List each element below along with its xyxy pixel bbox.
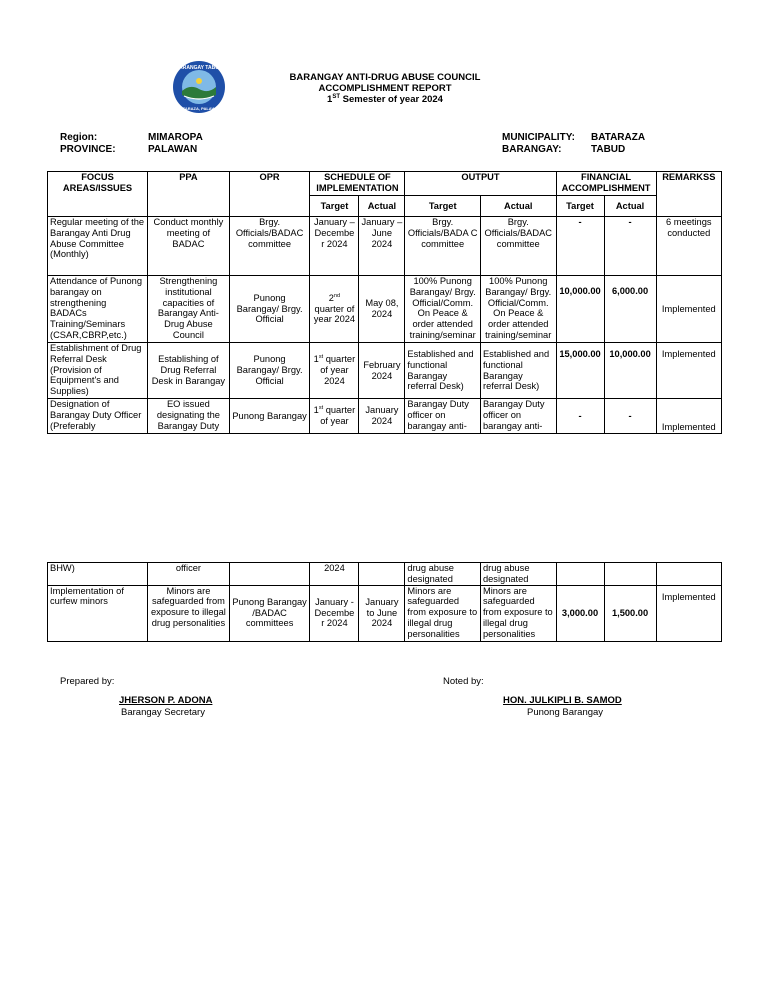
report-title: ACCOMPLISHMENT REPORT: [318, 83, 452, 94]
output-actual-header: Actual: [480, 196, 556, 217]
remarks-cell: Implemented: [656, 276, 721, 343]
fin-target-cell: 15,000.00: [556, 343, 604, 399]
col-financial-header: FINANCIAL ACCOMPLISHMENT: [556, 172, 656, 196]
fin-actual-header: Actual: [604, 196, 656, 217]
prepared-by-title: Barangay Secretary: [121, 707, 205, 718]
fin-target-cell: -: [556, 399, 604, 434]
remarks-cell: Implemented: [656, 399, 721, 434]
out-target-cell: 100% Punong Barangay/ Brgy. Official/Comm. On Peace & order attended training/seminar: [405, 276, 481, 343]
barangay-value: TABUD: [591, 144, 626, 155]
fin-actual-cell: 6,000.00: [604, 276, 656, 343]
sched-actual-cell: January 2024: [359, 399, 405, 434]
focus-cell: Establishment of Drug Referral Desk (Provision of Equipment's and Supplies): [48, 343, 148, 399]
municipality-label: MUNICIPALITY:: [502, 132, 575, 143]
remarks-cell: Implemented: [656, 343, 721, 399]
out-actual-cell: Established and functional Barangay referral Desk): [480, 343, 556, 399]
noted-by-label: Noted by:: [443, 676, 484, 687]
table-row: [48, 585, 722, 641]
col-output-header: OUTPUT: [405, 172, 556, 196]
table-row: [48, 217, 722, 276]
focus-cell: Designation of Barangay Duty Officer (Preferably: [48, 399, 148, 434]
semester-title: 1ST Semester of year 2024: [327, 93, 443, 105]
province-value: PALAWAN: [148, 144, 198, 155]
report-title-block: [240, 72, 530, 105]
noted-by-title: Punong Barangay: [527, 707, 604, 718]
out-actual-cell: Brgy. Officials/BADAC committee: [480, 217, 556, 276]
out-actual-cell: drug abuse designated: [480, 563, 556, 586]
col-ppa-header: PPA: [148, 172, 230, 217]
barangay-seal-logo: [172, 60, 226, 114]
table-row: [48, 276, 722, 343]
noted-by-name: HON. JULKIPLI B. SAMOD: [503, 695, 622, 706]
fin-target-cell: -: [556, 217, 604, 276]
remarks-cell: Implemented: [656, 585, 721, 641]
municipality-value: BATARAZA: [591, 132, 646, 143]
fin-target-cell: [556, 563, 604, 586]
col-focus-header: FOCUS AREAS/ISSUES: [48, 172, 148, 217]
sched-target-cell: 1st quarter of year 2024: [310, 343, 359, 399]
focus-cell: BHW): [48, 563, 148, 586]
region-label: Region:: [60, 132, 98, 143]
council-title: BARANGAY ANTI-DRUG ABUSE COUNCIL: [289, 72, 481, 83]
remarks-cell: 6 meetings conducted: [656, 217, 721, 276]
ppa-cell: Establishing of Drug Referral Desk in Barangay: [148, 343, 230, 399]
fin-actual-cell: -: [604, 399, 656, 434]
province-label: PROVINCE:: [60, 144, 116, 155]
focus-cell: Regular meeting of the Barangay Anti Drug Abuse Committee (Monthly): [48, 217, 148, 276]
focus-cell: Implementation of curfew minors: [48, 585, 148, 641]
sched-target-cell: January – Decembe r 2024: [310, 217, 359, 276]
out-target-cell: drug abuse designated: [405, 563, 481, 586]
fin-target-cell: 10,000.00: [556, 276, 604, 343]
prepared-by-label: Prepared by:: [60, 676, 115, 687]
ppa-cell: Minors are safeguarded from exposure to illegal drug personalities: [148, 585, 230, 641]
table-row: [48, 563, 722, 586]
sched-actual-cell: [359, 563, 405, 586]
sched-actual-cell: February 2024: [359, 343, 405, 399]
ppa-cell: EO issued designating the Barangay Duty: [148, 399, 230, 434]
out-target-cell: Brgy. Officials/BADA C committee: [405, 217, 481, 276]
col-remarks-header: REMARKSS: [656, 172, 721, 217]
fin-actual-cell: 1,500.00: [604, 585, 656, 641]
output-target-header: Target: [405, 196, 481, 217]
accomplishment-table: [47, 171, 722, 434]
sched-actual-header: Actual: [359, 196, 405, 217]
sched-target-header: Target: [310, 196, 359, 217]
fin-actual-cell: 10,000.00: [604, 343, 656, 399]
fin-target-header: Target: [556, 196, 604, 217]
ppa-cell: Conduct monthly meeting of BADAC: [148, 217, 230, 276]
out-actual-cell: 100% Punong Barangay/ Brgy. Official/Comm. On Peace & order attended training/seminar: [480, 276, 556, 343]
opr-cell: Punong Barangay/ Brgy. Official: [229, 276, 310, 343]
table-row: [48, 343, 722, 399]
region-value: MIMAROPA: [148, 132, 203, 143]
fin-actual-cell: -: [604, 217, 656, 276]
barangay-label: BARANGAY:: [502, 144, 562, 155]
sched-target-cell: 2024: [310, 563, 359, 586]
out-target-cell: Minors are safeguarded from exposure to illegal drug personalities: [405, 585, 481, 641]
opr-cell: [229, 563, 310, 586]
sched-actual-cell: May 08, 2024: [359, 276, 405, 343]
ppa-cell: officer: [148, 563, 230, 586]
ppa-cell: Strengthening institutional capacities of Barangay Anti-Drug Abuse Council: [148, 276, 230, 343]
sched-target-cell: January - Decembe r 2024: [310, 585, 359, 641]
col-opr-header: OPR: [229, 172, 310, 217]
svg-text:BATARAZA, PALAWAN: BATARAZA, PALAWAN: [177, 106, 221, 111]
fin-target-cell: 3,000.00: [556, 585, 604, 641]
out-target-cell: Established and functional Barangay referral Desk): [405, 343, 481, 399]
focus-cell: Attendance of Punong barangay on strengthening BADACs Training/Seminars (CSAR,CBRP,etc.): [48, 276, 148, 343]
out-actual-cell: Minors are safeguarded from exposure to illegal drug personalities: [480, 585, 556, 641]
opr-cell: Punong Barangay /BADAC committees: [229, 585, 310, 641]
opr-cell: Punong Barangay: [229, 399, 310, 434]
accomplishment-table-continued: [47, 562, 722, 642]
svg-text:BARANGAY TABUD: BARANGAY TABUD: [175, 65, 223, 71]
sched-actual-cell: January – June 2024: [359, 217, 405, 276]
remarks-cell: [656, 563, 721, 586]
table-row: [48, 399, 722, 434]
out-target-cell: Barangay Duty officer on barangay anti-: [405, 399, 481, 434]
fin-actual-cell: [604, 563, 656, 586]
col-schedule-header: SCHEDULE OF IMPLEMENTATION: [310, 172, 405, 196]
out-actual-cell: Barangay Duty officer on barangay anti-: [480, 399, 556, 434]
opr-cell: Brgy. Officials/BADAC committee: [229, 217, 310, 276]
sched-actual-cell: January to June 2024: [359, 585, 405, 641]
prepared-by-name: JHERSON P. ADONA: [119, 695, 213, 706]
opr-cell: Punong Barangay/ Brgy. Official: [229, 343, 310, 399]
sched-target-cell: 2nd quarter of year 2024: [310, 276, 359, 343]
sched-target-cell: 1st quarter of year: [310, 399, 359, 434]
